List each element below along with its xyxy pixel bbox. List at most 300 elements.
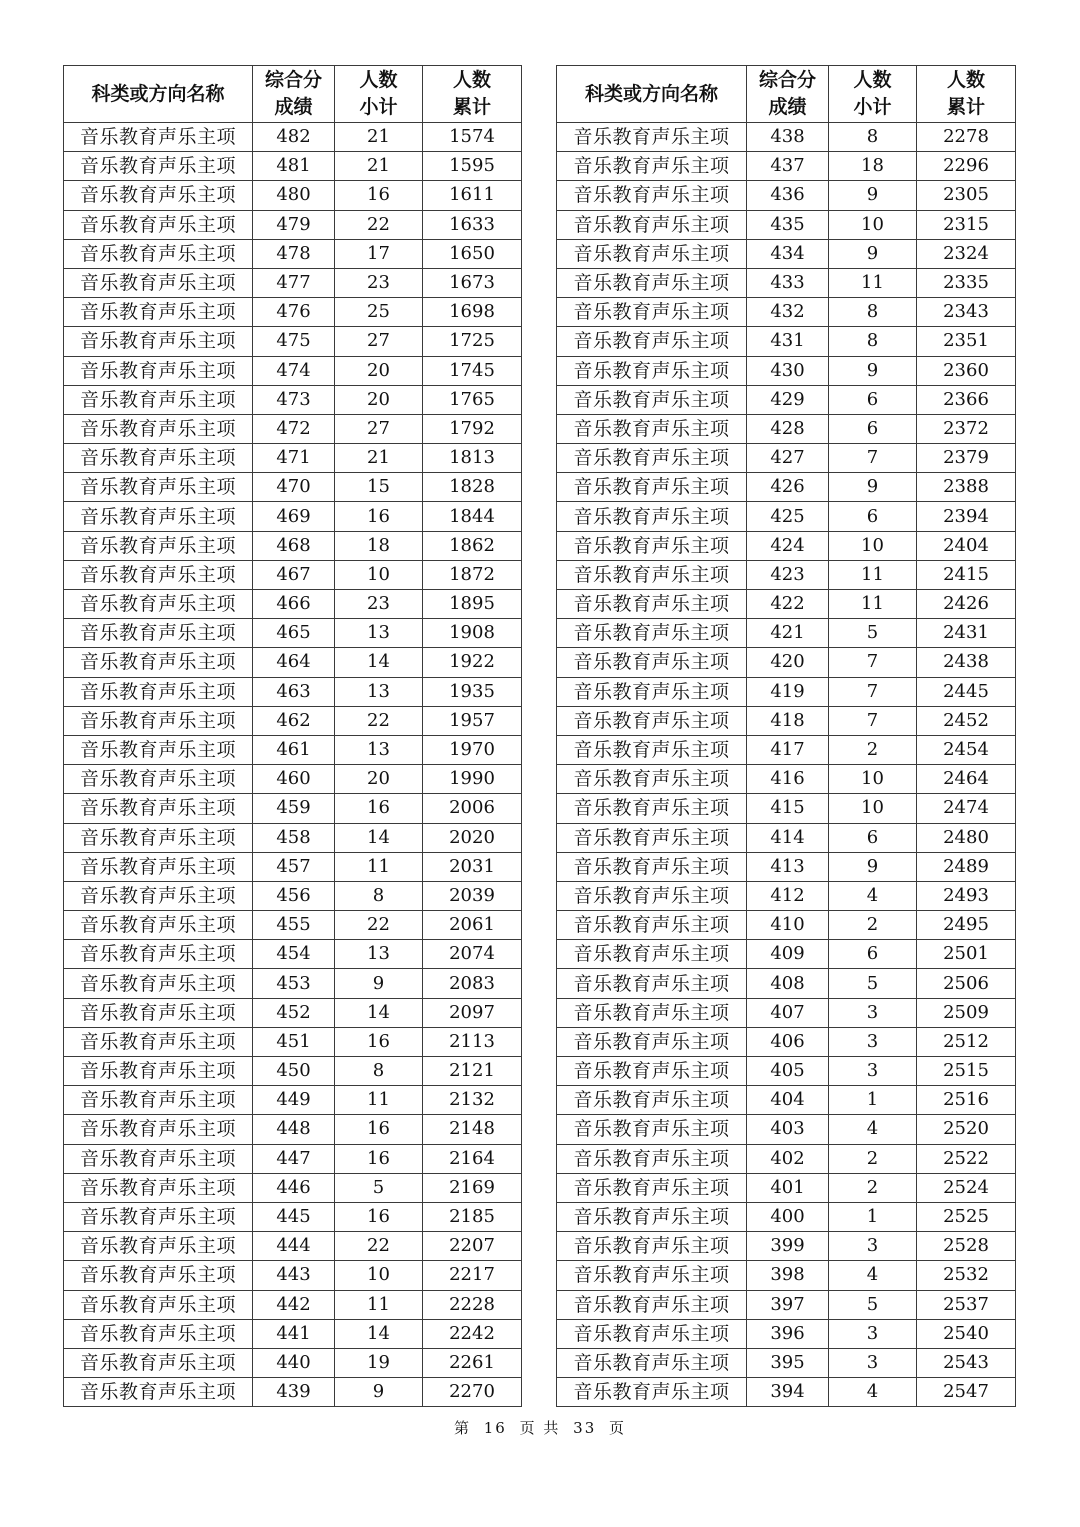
table-row bbox=[557, 473, 1016, 502]
cell-count: 11 bbox=[829, 590, 917, 619]
cell-count: 8 bbox=[829, 327, 917, 356]
cell-count: 10 bbox=[829, 210, 917, 239]
cell-category: 音乐教育声乐主项 bbox=[64, 590, 253, 619]
cell-score: 448 bbox=[253, 1115, 335, 1144]
table-row bbox=[64, 881, 522, 910]
table-row bbox=[64, 852, 522, 881]
cell-count: 3 bbox=[829, 1057, 917, 1086]
cell-category: 音乐教育声乐主项 bbox=[64, 706, 253, 735]
table-row bbox=[64, 1232, 522, 1261]
cell-cumulative: 2480 bbox=[917, 823, 1016, 852]
cell-score: 482 bbox=[253, 123, 335, 152]
cell-category: 音乐教育声乐主项 bbox=[64, 1378, 253, 1407]
cell-cumulative: 2509 bbox=[917, 998, 1016, 1027]
cell-count: 3 bbox=[829, 1348, 917, 1377]
cell-count: 13 bbox=[335, 677, 423, 706]
cell-category: 音乐教育声乐主项 bbox=[557, 502, 747, 531]
cell-score: 480 bbox=[253, 181, 335, 210]
cell-category: 音乐教育声乐主项 bbox=[64, 1115, 253, 1144]
cell-cumulative: 2132 bbox=[423, 1086, 522, 1115]
score-table-left bbox=[63, 65, 522, 1407]
cell-score: 429 bbox=[747, 385, 829, 414]
cell-count: 16 bbox=[335, 794, 423, 823]
cell-cumulative: 2278 bbox=[917, 123, 1016, 152]
cell-category: 音乐教育声乐主项 bbox=[557, 123, 747, 152]
cell-category: 音乐教育声乐主项 bbox=[64, 1086, 253, 1115]
cell-cumulative: 2343 bbox=[917, 298, 1016, 327]
cell-count: 23 bbox=[335, 590, 423, 619]
table-row bbox=[557, 911, 1016, 940]
cell-cumulative: 2501 bbox=[917, 940, 1016, 969]
cell-count: 20 bbox=[335, 356, 423, 385]
table-row bbox=[557, 1144, 1016, 1173]
cell-cumulative: 2121 bbox=[423, 1057, 522, 1086]
cell-cumulative: 1957 bbox=[423, 706, 522, 735]
cell-count: 13 bbox=[335, 940, 423, 969]
cell-score: 424 bbox=[747, 531, 829, 560]
cell-count: 20 bbox=[335, 765, 423, 794]
cell-count: 16 bbox=[335, 1027, 423, 1056]
table-row bbox=[64, 969, 522, 998]
cell-category: 音乐教育声乐主项 bbox=[557, 268, 747, 297]
table-row bbox=[64, 1173, 522, 1202]
cell-score: 436 bbox=[747, 181, 829, 210]
cell-cumulative: 2083 bbox=[423, 969, 522, 998]
cell-score: 444 bbox=[253, 1232, 335, 1261]
cell-score: 396 bbox=[747, 1319, 829, 1348]
cell-cumulative: 1611 bbox=[423, 181, 522, 210]
cell-score: 468 bbox=[253, 531, 335, 560]
table-row bbox=[557, 969, 1016, 998]
header-score: 综合分 成绩 bbox=[253, 66, 335, 123]
cell-score: 481 bbox=[253, 152, 335, 181]
cell-cumulative: 2006 bbox=[423, 794, 522, 823]
table-row bbox=[557, 1348, 1016, 1377]
table-row bbox=[557, 327, 1016, 356]
cell-category: 音乐教育声乐主项 bbox=[64, 911, 253, 940]
cell-count: 4 bbox=[829, 1378, 917, 1407]
cell-count: 21 bbox=[335, 152, 423, 181]
cell-cumulative: 2261 bbox=[423, 1348, 522, 1377]
cell-count: 7 bbox=[829, 677, 917, 706]
table-row bbox=[557, 502, 1016, 531]
cell-category: 音乐教育声乐主项 bbox=[557, 531, 747, 560]
cell-count: 21 bbox=[335, 123, 423, 152]
table-row bbox=[557, 1027, 1016, 1056]
cell-cumulative: 2547 bbox=[917, 1378, 1016, 1407]
cell-cumulative: 2520 bbox=[917, 1115, 1016, 1144]
cell-score: 403 bbox=[747, 1115, 829, 1144]
cell-category: 音乐教育声乐主项 bbox=[557, 823, 747, 852]
cell-cumulative: 2512 bbox=[917, 1027, 1016, 1056]
cell-category: 音乐教育声乐主项 bbox=[64, 1202, 253, 1231]
cell-count: 10 bbox=[335, 1261, 423, 1290]
cell-category: 音乐教育声乐主项 bbox=[64, 210, 253, 239]
cell-score: 454 bbox=[253, 940, 335, 969]
cell-cumulative: 2228 bbox=[423, 1290, 522, 1319]
cell-score: 415 bbox=[747, 794, 829, 823]
cell-category: 音乐教育声乐主项 bbox=[557, 1232, 747, 1261]
cell-count: 16 bbox=[335, 1144, 423, 1173]
cell-category: 音乐教育声乐主项 bbox=[557, 298, 747, 327]
cell-count: 22 bbox=[335, 1232, 423, 1261]
cell-score: 402 bbox=[747, 1144, 829, 1173]
cell-count: 9 bbox=[829, 356, 917, 385]
cell-score: 394 bbox=[747, 1378, 829, 1407]
table-row bbox=[557, 298, 1016, 327]
cell-category: 音乐教育声乐主项 bbox=[557, 794, 747, 823]
footer-prefix: 第 bbox=[453, 1419, 471, 1437]
cell-category: 音乐教育声乐主项 bbox=[557, 181, 747, 210]
cell-count: 22 bbox=[335, 911, 423, 940]
cell-count: 2 bbox=[829, 911, 917, 940]
cell-category: 音乐教育声乐主项 bbox=[64, 560, 253, 589]
cell-count: 13 bbox=[335, 735, 423, 764]
cell-cumulative: 1792 bbox=[423, 414, 522, 443]
table-row bbox=[64, 298, 522, 327]
cell-category: 音乐教育声乐主项 bbox=[557, 210, 747, 239]
cell-cumulative: 2207 bbox=[423, 1232, 522, 1261]
cell-category: 音乐教育声乐主项 bbox=[64, 1290, 253, 1319]
table-row bbox=[557, 1232, 1016, 1261]
cell-score: 440 bbox=[253, 1348, 335, 1377]
cell-score: 419 bbox=[747, 677, 829, 706]
cell-cumulative: 2528 bbox=[917, 1232, 1016, 1261]
cell-count: 20 bbox=[335, 385, 423, 414]
table-row bbox=[64, 414, 522, 443]
cell-category: 音乐教育声乐主项 bbox=[64, 1027, 253, 1056]
cell-score: 401 bbox=[747, 1173, 829, 1202]
cell-score: 413 bbox=[747, 852, 829, 881]
table-row bbox=[64, 998, 522, 1027]
header-count: 人数 小计 bbox=[335, 66, 423, 123]
cell-category: 音乐教育声乐主项 bbox=[64, 531, 253, 560]
cell-score: 405 bbox=[747, 1057, 829, 1086]
table-row bbox=[557, 706, 1016, 735]
cell-count: 7 bbox=[829, 444, 917, 473]
cell-category: 音乐教育声乐主项 bbox=[64, 385, 253, 414]
cell-count: 18 bbox=[335, 531, 423, 560]
cell-score: 410 bbox=[747, 911, 829, 940]
cell-count: 6 bbox=[829, 940, 917, 969]
cell-category: 音乐教育声乐主项 bbox=[64, 1057, 253, 1086]
cell-cumulative: 1574 bbox=[423, 123, 522, 152]
cell-score: 457 bbox=[253, 852, 335, 881]
table-row bbox=[64, 1144, 522, 1173]
cell-count: 6 bbox=[829, 414, 917, 443]
cell-count: 11 bbox=[335, 1086, 423, 1115]
cell-cumulative: 1844 bbox=[423, 502, 522, 531]
cell-cumulative: 2031 bbox=[423, 852, 522, 881]
cell-count: 3 bbox=[829, 1027, 917, 1056]
cell-cumulative: 2366 bbox=[917, 385, 1016, 414]
table-row bbox=[64, 940, 522, 969]
table-row bbox=[64, 765, 522, 794]
cell-cumulative: 2495 bbox=[917, 911, 1016, 940]
cell-category: 音乐教育声乐主项 bbox=[557, 1057, 747, 1086]
cell-category: 音乐教育声乐主项 bbox=[64, 181, 253, 210]
cell-category: 音乐教育声乐主项 bbox=[64, 444, 253, 473]
cell-cumulative: 1970 bbox=[423, 735, 522, 764]
cell-count: 17 bbox=[335, 239, 423, 268]
cell-score: 430 bbox=[747, 356, 829, 385]
table-row bbox=[557, 1057, 1016, 1086]
cell-category: 音乐教育声乐主项 bbox=[64, 794, 253, 823]
table-body-left bbox=[64, 123, 522, 1407]
table-row bbox=[64, 356, 522, 385]
cell-count: 7 bbox=[829, 706, 917, 735]
cell-score: 408 bbox=[747, 969, 829, 998]
cell-category: 音乐教育声乐主项 bbox=[557, 1348, 747, 1377]
table-row bbox=[64, 1378, 522, 1407]
cell-cumulative: 2532 bbox=[917, 1261, 1016, 1290]
cell-cumulative: 1828 bbox=[423, 473, 522, 502]
cell-count: 22 bbox=[335, 706, 423, 735]
cell-score: 417 bbox=[747, 735, 829, 764]
cell-count: 8 bbox=[829, 298, 917, 327]
cell-cumulative: 2515 bbox=[917, 1057, 1016, 1086]
table-row bbox=[64, 1261, 522, 1290]
cell-cumulative: 2537 bbox=[917, 1290, 1016, 1319]
cell-category: 音乐教育声乐主项 bbox=[64, 1261, 253, 1290]
footer-mid: 页 共 bbox=[519, 1419, 561, 1437]
cell-category: 音乐教育声乐主项 bbox=[557, 327, 747, 356]
header-count: 人数 小计 bbox=[829, 66, 917, 123]
table-row bbox=[64, 735, 522, 764]
total-pages: 33 bbox=[573, 1419, 597, 1437]
table-row bbox=[64, 1202, 522, 1231]
cell-count: 3 bbox=[829, 1319, 917, 1348]
cell-cumulative: 2524 bbox=[917, 1173, 1016, 1202]
cell-category: 音乐教育声乐主项 bbox=[557, 881, 747, 910]
header-cumulative: 人数 累计 bbox=[917, 66, 1016, 123]
cell-cumulative: 2415 bbox=[917, 560, 1016, 589]
cell-category: 音乐教育声乐主项 bbox=[557, 1173, 747, 1202]
table-row bbox=[64, 1027, 522, 1056]
cell-category: 音乐教育声乐主项 bbox=[64, 1319, 253, 1348]
cell-category: 音乐教育声乐主项 bbox=[557, 998, 747, 1027]
cell-category: 音乐教育声乐主项 bbox=[557, 444, 747, 473]
cell-category: 音乐教育声乐主项 bbox=[64, 823, 253, 852]
cell-cumulative: 1725 bbox=[423, 327, 522, 356]
cell-category: 音乐教育声乐主项 bbox=[64, 1232, 253, 1261]
cell-count: 11 bbox=[335, 1290, 423, 1319]
cell-score: 452 bbox=[253, 998, 335, 1027]
cell-category: 音乐教育声乐主项 bbox=[64, 123, 253, 152]
cell-cumulative: 2445 bbox=[917, 677, 1016, 706]
cell-cumulative: 2489 bbox=[917, 852, 1016, 881]
cell-category: 音乐教育声乐主项 bbox=[64, 852, 253, 881]
cell-category: 音乐教育声乐主项 bbox=[557, 735, 747, 764]
score-table-right bbox=[556, 65, 1016, 1407]
cell-category: 音乐教育声乐主项 bbox=[64, 473, 253, 502]
cell-cumulative: 2543 bbox=[917, 1348, 1016, 1377]
cell-score: 438 bbox=[747, 123, 829, 152]
cell-cumulative: 2493 bbox=[917, 881, 1016, 910]
cell-count: 9 bbox=[829, 852, 917, 881]
cell-count: 27 bbox=[335, 327, 423, 356]
table-row bbox=[64, 239, 522, 268]
header-score: 综合分 成绩 bbox=[747, 66, 829, 123]
cell-count: 13 bbox=[335, 619, 423, 648]
cell-category: 音乐教育声乐主项 bbox=[64, 152, 253, 181]
cell-score: 443 bbox=[253, 1261, 335, 1290]
cell-cumulative: 2335 bbox=[917, 268, 1016, 297]
cell-cumulative: 2324 bbox=[917, 239, 1016, 268]
table-body-right bbox=[557, 123, 1016, 1407]
cell-score: 437 bbox=[747, 152, 829, 181]
cell-count: 5 bbox=[829, 1290, 917, 1319]
cell-category: 音乐教育声乐主项 bbox=[557, 940, 747, 969]
cell-score: 421 bbox=[747, 619, 829, 648]
cell-score: 409 bbox=[747, 940, 829, 969]
cell-score: 470 bbox=[253, 473, 335, 502]
cell-cumulative: 1862 bbox=[423, 531, 522, 560]
cell-score: 463 bbox=[253, 677, 335, 706]
cell-score: 428 bbox=[747, 414, 829, 443]
table-row bbox=[557, 1319, 1016, 1348]
table-row bbox=[64, 1057, 522, 1086]
cell-count: 9 bbox=[335, 1378, 423, 1407]
table-row bbox=[557, 1290, 1016, 1319]
cell-category: 音乐教育声乐主项 bbox=[557, 1086, 747, 1115]
cell-score: 439 bbox=[253, 1378, 335, 1407]
cell-category: 音乐教育声乐主项 bbox=[64, 502, 253, 531]
table-row bbox=[557, 940, 1016, 969]
header-category: 科类或方向名称 bbox=[557, 66, 747, 123]
cell-category: 音乐教育声乐主项 bbox=[64, 619, 253, 648]
cell-count: 8 bbox=[829, 123, 917, 152]
table-row bbox=[557, 239, 1016, 268]
cell-score: 447 bbox=[253, 1144, 335, 1173]
cell-count: 5 bbox=[829, 969, 917, 998]
table-row bbox=[64, 648, 522, 677]
cell-score: 434 bbox=[747, 239, 829, 268]
cell-cumulative: 1765 bbox=[423, 385, 522, 414]
cell-score: 467 bbox=[253, 560, 335, 589]
cell-count: 23 bbox=[335, 268, 423, 297]
cell-category: 音乐教育声乐主项 bbox=[557, 590, 747, 619]
cell-cumulative: 2185 bbox=[423, 1202, 522, 1231]
table-row bbox=[64, 181, 522, 210]
cell-score: 406 bbox=[747, 1027, 829, 1056]
cell-category: 音乐教育声乐主项 bbox=[557, 385, 747, 414]
cell-score: 450 bbox=[253, 1057, 335, 1086]
cell-cumulative: 2454 bbox=[917, 735, 1016, 764]
cell-count: 15 bbox=[335, 473, 423, 502]
cell-cumulative: 2296 bbox=[917, 152, 1016, 181]
cell-category: 音乐教育声乐主项 bbox=[557, 911, 747, 940]
cell-category: 音乐教育声乐主项 bbox=[557, 560, 747, 589]
table-row bbox=[557, 123, 1016, 152]
table-row bbox=[557, 823, 1016, 852]
table-row bbox=[557, 998, 1016, 1027]
cell-category: 音乐教育声乐主项 bbox=[64, 881, 253, 910]
table-row bbox=[557, 619, 1016, 648]
cell-count: 27 bbox=[335, 414, 423, 443]
cell-cumulative: 1895 bbox=[423, 590, 522, 619]
cell-category: 音乐教育声乐主项 bbox=[557, 1378, 747, 1407]
table-row bbox=[557, 735, 1016, 764]
cell-category: 音乐教育声乐主项 bbox=[64, 648, 253, 677]
table-row bbox=[64, 268, 522, 297]
cell-category: 音乐教育声乐主项 bbox=[64, 677, 253, 706]
cell-count: 18 bbox=[829, 152, 917, 181]
cell-cumulative: 2431 bbox=[917, 619, 1016, 648]
cell-cumulative: 1935 bbox=[423, 677, 522, 706]
cell-score: 477 bbox=[253, 268, 335, 297]
cell-count: 10 bbox=[829, 765, 917, 794]
cell-count: 11 bbox=[829, 560, 917, 589]
cell-score: 472 bbox=[253, 414, 335, 443]
cell-score: 459 bbox=[253, 794, 335, 823]
table-row bbox=[64, 590, 522, 619]
cell-count: 1 bbox=[829, 1202, 917, 1231]
cell-score: 474 bbox=[253, 356, 335, 385]
table-row bbox=[557, 181, 1016, 210]
cell-cumulative: 1698 bbox=[423, 298, 522, 327]
cell-cumulative: 2522 bbox=[917, 1144, 1016, 1173]
cell-cumulative: 2217 bbox=[423, 1261, 522, 1290]
cell-score: 399 bbox=[747, 1232, 829, 1261]
cell-cumulative: 2113 bbox=[423, 1027, 522, 1056]
cell-score: 476 bbox=[253, 298, 335, 327]
cell-count: 9 bbox=[829, 473, 917, 502]
cell-count: 3 bbox=[829, 1232, 917, 1261]
table-row bbox=[64, 677, 522, 706]
cell-cumulative: 2270 bbox=[423, 1378, 522, 1407]
table-row bbox=[557, 560, 1016, 589]
table-row bbox=[64, 444, 522, 473]
cell-category: 音乐教育声乐主项 bbox=[557, 1144, 747, 1173]
cell-count: 4 bbox=[829, 1115, 917, 1144]
cell-score: 466 bbox=[253, 590, 335, 619]
table-row bbox=[64, 385, 522, 414]
table-row bbox=[557, 356, 1016, 385]
cell-cumulative: 2426 bbox=[917, 590, 1016, 619]
cell-count: 2 bbox=[829, 1173, 917, 1202]
table-row bbox=[557, 677, 1016, 706]
cell-cumulative: 2379 bbox=[917, 444, 1016, 473]
cell-count: 19 bbox=[335, 1348, 423, 1377]
cell-score: 460 bbox=[253, 765, 335, 794]
table-row bbox=[557, 1115, 1016, 1144]
table-row bbox=[557, 531, 1016, 560]
cell-count: 22 bbox=[335, 210, 423, 239]
cell-count: 10 bbox=[829, 531, 917, 560]
table-row bbox=[557, 1202, 1016, 1231]
cell-cumulative: 2438 bbox=[917, 648, 1016, 677]
table-row bbox=[64, 706, 522, 735]
cell-score: 479 bbox=[253, 210, 335, 239]
cell-cumulative: 1813 bbox=[423, 444, 522, 473]
table-row bbox=[557, 1086, 1016, 1115]
cell-count: 8 bbox=[335, 881, 423, 910]
table-row bbox=[64, 123, 522, 152]
table-row bbox=[557, 1261, 1016, 1290]
cell-score: 456 bbox=[253, 881, 335, 910]
table-row bbox=[557, 385, 1016, 414]
cell-score: 412 bbox=[747, 881, 829, 910]
cell-count: 10 bbox=[829, 794, 917, 823]
cell-score: 400 bbox=[747, 1202, 829, 1231]
cell-cumulative: 2404 bbox=[917, 531, 1016, 560]
cell-count: 5 bbox=[335, 1173, 423, 1202]
table-header-row bbox=[557, 66, 1016, 123]
cell-category: 音乐教育声乐主项 bbox=[64, 298, 253, 327]
table-row bbox=[64, 794, 522, 823]
cell-count: 11 bbox=[829, 268, 917, 297]
